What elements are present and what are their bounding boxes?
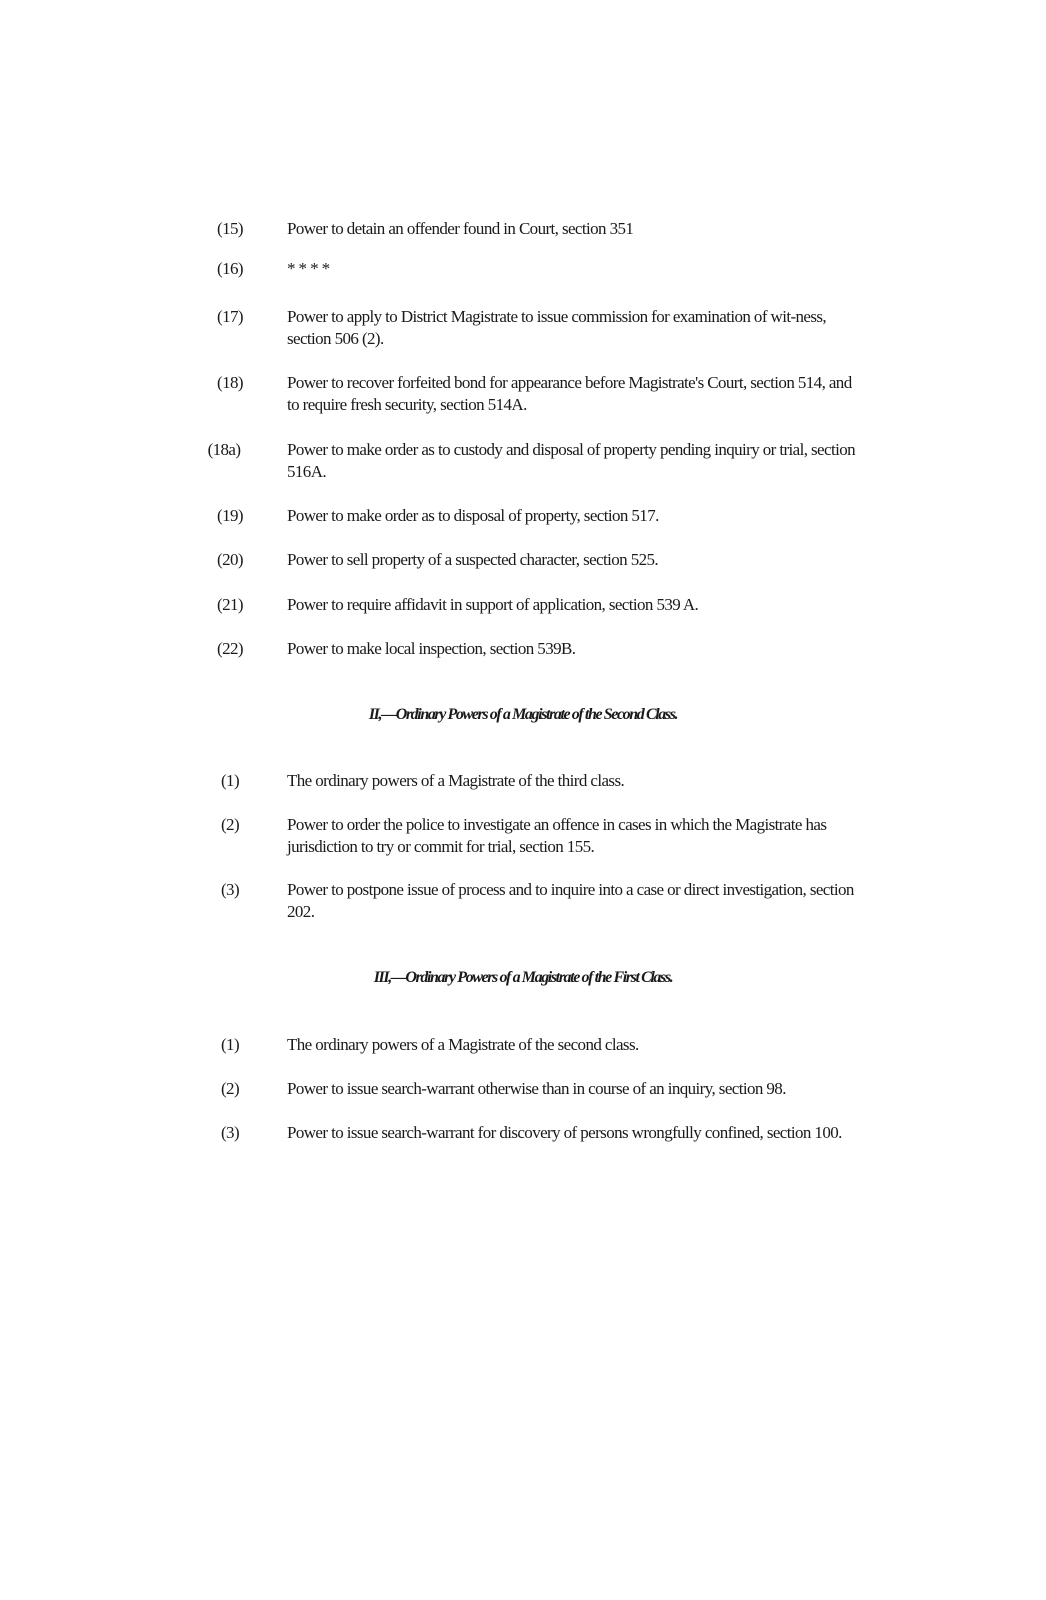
item-text: Power to recover forfeited bond for appearance before Magistrate's Court, section 514, and to require fresh security, section 514A. bbox=[287, 373, 852, 414]
item-number: (17) bbox=[217, 307, 243, 326]
item-text: Power to make order as to disposal of property, section 517. bbox=[287, 506, 659, 525]
item-text: Power to detain an offender found in Court, section 351 bbox=[287, 219, 634, 238]
item-number: (1) bbox=[220, 1035, 240, 1054]
item-text: Power to apply to District Magistrate to issue commission for examination of wit-ness, section 506 (2). bbox=[287, 307, 827, 348]
item-text: Power to postpone issue of process and to inquire into a case or direct investigation, section 202. bbox=[287, 880, 854, 921]
item-number: (22) bbox=[217, 639, 243, 658]
item-number: (3) bbox=[220, 1123, 240, 1142]
section-heading-first-class: III,—Ordinary Powers of a Magistrate of the First Class. bbox=[373, 969, 673, 986]
item-number: (3) bbox=[220, 880, 240, 899]
item-number: (19) bbox=[217, 506, 243, 525]
item-text: Power to require affidavit in support of application, section 539 A. bbox=[287, 595, 699, 614]
item-text: Power to sell property of a suspected character, section 525. bbox=[287, 550, 659, 569]
item-number: (16) bbox=[217, 259, 243, 278]
item-number: (2) bbox=[220, 815, 240, 834]
item-text: The ordinary powers of a Magistrate of the second class. bbox=[287, 1035, 639, 1054]
item-number: (18a) bbox=[207, 440, 241, 459]
item-text: Power to order the police to investigate an offence in cases in which the Magistrate has jurisdiction to try or commit for trial, section 155. bbox=[287, 815, 827, 856]
item-number: (2) bbox=[220, 1079, 240, 1098]
item-text: Power to issue search-warrant for discovery of persons wrongfully confined, section 100. bbox=[287, 1123, 842, 1142]
item-text: Power to make order as to custody and disposal of property pending inquiry or trial, section 516A. bbox=[287, 440, 855, 481]
item-text: Power to issue search-warrant otherwise than in course of an inquiry, section 98. bbox=[287, 1079, 786, 1098]
item-number: (18) bbox=[217, 373, 243, 392]
item-number: (15) bbox=[217, 219, 243, 238]
item-number: (1) bbox=[220, 771, 240, 790]
item-text: Power to make local inspection, section 539B. bbox=[287, 639, 576, 658]
item-text: The ordinary powers of a Magistrate of the third class. bbox=[287, 771, 625, 790]
item-number: (21) bbox=[217, 595, 243, 614]
item-text: * * * * bbox=[287, 259, 330, 278]
section-heading-second-class: II,—Ordinary Powers of a Magistrate of the Second Class. bbox=[368, 706, 678, 723]
item-number: (20) bbox=[217, 550, 243, 569]
